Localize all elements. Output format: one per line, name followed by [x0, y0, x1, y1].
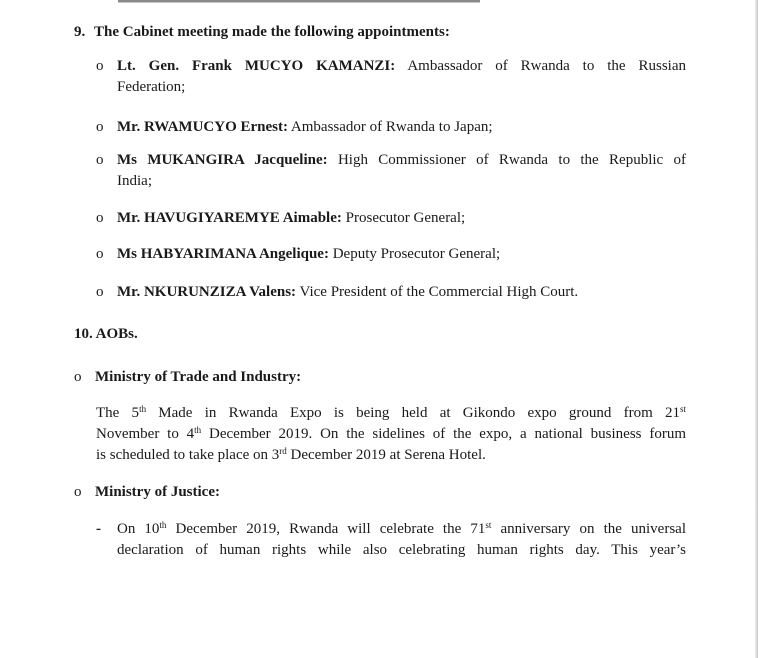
text-span: November to 4	[96, 426, 195, 442]
superscript: th	[194, 425, 202, 435]
circle-bullet-icon: o	[96, 284, 104, 300]
section-9-number: 9.	[74, 24, 86, 40]
section-10-heading: 10. AOBs.	[74, 326, 138, 342]
paragraph-line	[96, 403, 686, 424]
justice-ministry-label: Ministry of Justice:	[95, 484, 220, 500]
appointment-text	[117, 244, 686, 265]
appointee-name: Mr. NKURUNZIZA Valens:	[117, 284, 297, 300]
appointee-name: Mr. HAVUGIYAREMYE Aimable:	[117, 210, 342, 226]
text-span: The 5	[96, 405, 140, 421]
text-span: December 2019. On the sidelines of the expo, a national business forum	[201, 426, 686, 442]
justice-ministry-title	[95, 482, 220, 503]
appointment-line	[117, 56, 686, 77]
appointment-role-continued: Federation;	[117, 79, 186, 95]
justice-item	[96, 519, 686, 561]
justice-text	[117, 519, 686, 561]
paragraph-line	[96, 447, 486, 463]
circle-bullet-icon: o	[96, 119, 104, 135]
text-span: December 2019 at Serena Hotel.	[286, 447, 486, 463]
appointment-text	[117, 150, 686, 192]
circle-bullet-icon: o	[96, 152, 104, 168]
appointment-role-continued: India;	[117, 173, 152, 189]
appointment-item	[96, 150, 686, 192]
appointment-item	[96, 56, 686, 98]
appointment-role: Deputy Prosecutor General;	[332, 246, 501, 262]
appointment-role: Ambassador of Rwanda to the Russian	[407, 58, 686, 74]
appointment-role: High Commissioner of Rwanda to the Republic of	[337, 152, 687, 168]
appointment-role: Prosecutor General;	[345, 210, 466, 226]
circle-bullet-icon: o	[96, 58, 104, 74]
appointment-item	[96, 282, 686, 303]
superscript: th	[139, 404, 147, 414]
trade-paragraph	[96, 403, 686, 466]
text-span: December 2019, Rwanda will celebrate the 71	[166, 521, 486, 537]
appointment-text	[117, 208, 686, 229]
section-9-heading	[74, 24, 450, 41]
superscript: st	[679, 404, 686, 414]
justice-ministry-heading	[74, 482, 220, 503]
appointee-name: Lt. Gen. Frank MUCYO KAMANZI:	[117, 58, 396, 74]
appointment-item	[96, 244, 686, 265]
circle-bullet-icon: o	[96, 246, 104, 262]
text-span: On 10	[117, 521, 160, 537]
appointment-text	[117, 117, 686, 138]
cut-off-text-line	[118, 0, 480, 5]
superscript: th	[159, 520, 167, 530]
appointee-name: Ms HABYARIMANA Angelique:	[117, 246, 329, 262]
trade-ministry-label: Ministry of Trade and Industry:	[95, 369, 302, 385]
appointment-line	[117, 150, 686, 171]
superscript: rd	[279, 446, 287, 456]
text-span: anniversary on the universal	[491, 521, 686, 537]
appointment-role: Vice President of the Commercial High Court.	[299, 284, 579, 300]
superscript: st	[485, 520, 492, 530]
circle-bullet-icon: o	[96, 210, 104, 226]
text-span: Made in Rwanda Expo is being held at Gikondo expo ground from 21	[146, 405, 680, 421]
paragraph-line	[117, 519, 686, 540]
text-span: is scheduled to take place on 3	[96, 447, 280, 463]
appointee-name: Ms MUKANGIRA Jacqueline:	[117, 152, 328, 168]
circle-bullet-icon: o	[74, 484, 82, 500]
trade-ministry-heading	[74, 367, 301, 388]
appointment-item	[96, 117, 686, 138]
section-9-title: The Cabinet meeting made the following appointments:	[94, 24, 450, 40]
circle-bullet-icon: o	[74, 369, 82, 385]
appointment-role: Ambassador of Rwanda to Japan;	[290, 119, 493, 135]
dash-bullet-icon: -	[96, 521, 101, 537]
paragraph-line	[96, 424, 686, 445]
paragraph-line: declaration of human rights while also celebrating human rights day. This year’s	[117, 542, 686, 558]
appointment-item	[96, 208, 686, 229]
appointment-text	[117, 56, 686, 98]
appointment-text	[117, 282, 686, 303]
appointee-name: Mr. RWAMUCYO Ernest:	[117, 119, 288, 135]
trade-ministry-title	[95, 367, 301, 388]
